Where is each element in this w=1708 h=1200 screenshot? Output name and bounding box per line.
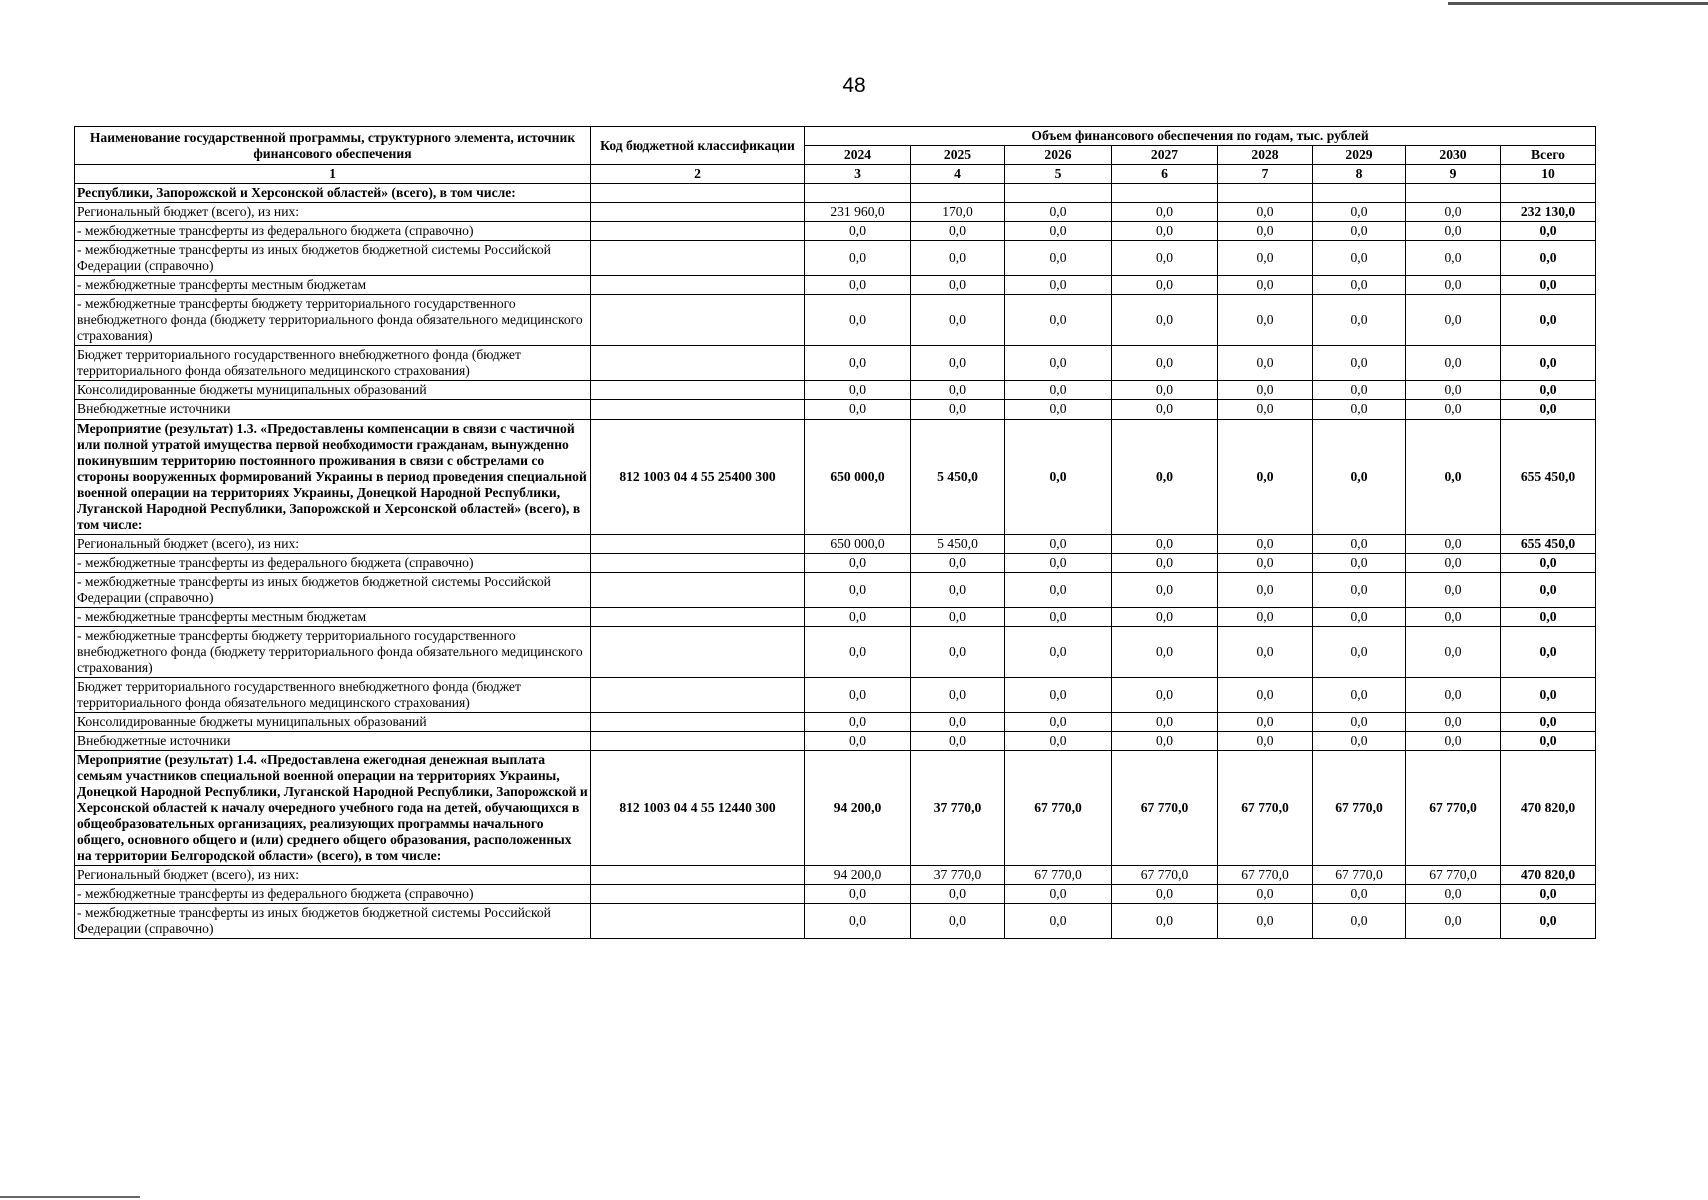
row-year-value: 0,0 (911, 295, 1005, 346)
row-year-value: 0,0 (1313, 713, 1406, 732)
row-year-value: 67 770,0 (1406, 866, 1501, 885)
header-year: 2030 (1406, 146, 1501, 165)
row-name: - межбюджетные трансферты из иных бюджетов бюджетной системы Российской Федерации (справочно) (75, 241, 591, 276)
table-row (75, 732, 1596, 751)
header-row-column-numbers (75, 165, 1596, 184)
row-year-value: 67 770,0 (1218, 866, 1313, 885)
financing-table (74, 126, 1596, 939)
row-year-value: 0,0 (1313, 732, 1406, 751)
column-number: 1 (75, 165, 591, 184)
row-name: - межбюджетные трансферты из федерального бюджета (справочно) (75, 885, 591, 904)
row-name: - межбюджетные трансферты из федерального бюджета (справочно) (75, 553, 591, 572)
row-budget-code (591, 381, 805, 400)
row-year-value: 0,0 (805, 295, 911, 346)
row-total-value: 470 820,0 (1501, 866, 1596, 885)
row-year-value: 0,0 (1406, 346, 1501, 381)
table-row (75, 572, 1596, 607)
row-budget-code: 812 1003 04 4 55 25400 300 (591, 419, 805, 534)
row-year-value: 0,0 (1406, 904, 1501, 939)
row-budget-code: 812 1003 04 4 55 12440 300 (591, 751, 805, 866)
row-year-value: 0,0 (1112, 241, 1218, 276)
row-name: Консолидированные бюджеты муниципальных образований (75, 713, 591, 732)
row-total-value: 0,0 (1501, 572, 1596, 607)
row-year-value: 0,0 (1406, 534, 1501, 553)
row-year-value: 170,0 (911, 203, 1005, 222)
row-year-value: 67 770,0 (1112, 866, 1218, 885)
header-year: 2026 (1005, 146, 1112, 165)
row-year-value: 0,0 (1313, 203, 1406, 222)
row-total-value: 0,0 (1501, 553, 1596, 572)
header-code-col: Код бюджетной классификации (591, 127, 805, 165)
table-row (75, 222, 1596, 241)
row-year-value: 0,0 (911, 713, 1005, 732)
row-total-value: 0,0 (1501, 381, 1596, 400)
row-year-value: 0,0 (805, 904, 911, 939)
row-year-value: 0,0 (1313, 276, 1406, 295)
row-total-value: 0,0 (1501, 732, 1596, 751)
header-year: 2024 (805, 146, 911, 165)
row-year-value: 0,0 (1313, 222, 1406, 241)
row-budget-code (591, 553, 805, 572)
column-number: 5 (1005, 165, 1112, 184)
row-year-value: 67 770,0 (1218, 751, 1313, 866)
row-total-value: 0,0 (1501, 346, 1596, 381)
row-year-value: 0,0 (805, 222, 911, 241)
top-edge-rule (1448, 2, 1708, 5)
row-year-value (1218, 184, 1313, 203)
row-year-value: 0,0 (1218, 241, 1313, 276)
column-number: 3 (805, 165, 911, 184)
row-year-value: 0,0 (1406, 885, 1501, 904)
column-number: 4 (911, 165, 1005, 184)
table-row (75, 677, 1596, 712)
row-total-value: 0,0 (1501, 295, 1596, 346)
row-budget-code (591, 203, 805, 222)
table-row (75, 203, 1596, 222)
row-budget-code (591, 677, 805, 712)
table-row (75, 553, 1596, 572)
header-year: 2025 (911, 146, 1005, 165)
row-year-value: 0,0 (1218, 346, 1313, 381)
row-year-value: 0,0 (1005, 885, 1112, 904)
header-total: Всего (1501, 146, 1596, 165)
row-year-value: 0,0 (1005, 626, 1112, 677)
row-name: Республики, Запорожской и Херсонской областей» (всего), в том числе: (75, 184, 591, 203)
row-year-value (1313, 184, 1406, 203)
row-year-value: 0,0 (1112, 203, 1218, 222)
row-year-value: 0,0 (1005, 400, 1112, 419)
row-year-value: 0,0 (1406, 222, 1501, 241)
row-year-value: 0,0 (1218, 885, 1313, 904)
row-total-value: 0,0 (1501, 904, 1596, 939)
row-year-value: 0,0 (1005, 276, 1112, 295)
row-year-value: 0,0 (1112, 572, 1218, 607)
row-year-value: 0,0 (805, 885, 911, 904)
row-budget-code (591, 904, 805, 939)
row-year-value: 0,0 (1218, 572, 1313, 607)
row-year-value: 0,0 (805, 276, 911, 295)
row-year-value: 5 450,0 (911, 534, 1005, 553)
table-row (75, 713, 1596, 732)
row-year-value: 0,0 (911, 572, 1005, 607)
row-year-value: 0,0 (911, 241, 1005, 276)
table-row-measure (75, 751, 1596, 866)
row-year-value: 0,0 (1005, 732, 1112, 751)
row-budget-code (591, 866, 805, 885)
row-year-value (805, 184, 911, 203)
row-year-value: 0,0 (1406, 419, 1501, 534)
row-year-value: 0,0 (1112, 732, 1218, 751)
row-year-value: 94 200,0 (805, 751, 911, 866)
row-year-value: 0,0 (1005, 346, 1112, 381)
row-total-value: 0,0 (1501, 626, 1596, 677)
row-name: - межбюджетные трансферты из федерального бюджета (справочно) (75, 222, 591, 241)
row-budget-code (591, 885, 805, 904)
row-year-value: 0,0 (1112, 400, 1218, 419)
row-total-value: 470 820,0 (1501, 751, 1596, 866)
row-name: Региональный бюджет (всего), из них: (75, 534, 591, 553)
row-year-value: 37 770,0 (911, 866, 1005, 885)
column-number: 9 (1406, 165, 1501, 184)
row-year-value: 0,0 (1112, 419, 1218, 534)
row-year-value: 0,0 (1218, 534, 1313, 553)
table-row (75, 276, 1596, 295)
row-year-value: 650 000,0 (805, 419, 911, 534)
table-row (75, 400, 1596, 419)
row-budget-code (591, 222, 805, 241)
row-year-value: 0,0 (911, 400, 1005, 419)
row-budget-code (591, 184, 805, 203)
table-row (75, 626, 1596, 677)
row-year-value: 0,0 (1313, 346, 1406, 381)
row-year-value: 0,0 (1005, 713, 1112, 732)
row-year-value: 0,0 (1313, 553, 1406, 572)
row-budget-code (591, 346, 805, 381)
row-year-value: 0,0 (1406, 276, 1501, 295)
row-year-value: 0,0 (911, 626, 1005, 677)
row-year-value: 0,0 (1313, 241, 1406, 276)
row-year-value: 0,0 (1112, 295, 1218, 346)
row-budget-code (591, 295, 805, 346)
row-year-value: 0,0 (1218, 713, 1313, 732)
row-year-value: 0,0 (805, 572, 911, 607)
row-year-value (1005, 184, 1112, 203)
row-total-value: 0,0 (1501, 276, 1596, 295)
row-year-value: 0,0 (805, 241, 911, 276)
row-year-value: 0,0 (1218, 626, 1313, 677)
row-total-value: 655 450,0 (1501, 419, 1596, 534)
row-year-value: 0,0 (911, 677, 1005, 712)
row-name: Внебюджетные источники (75, 732, 591, 751)
row-total-value: 0,0 (1501, 241, 1596, 276)
table-row (75, 241, 1596, 276)
row-year-value: 0,0 (911, 885, 1005, 904)
row-year-value: 0,0 (1313, 572, 1406, 607)
row-total-value: 0,0 (1501, 713, 1596, 732)
row-year-value (1112, 184, 1218, 203)
row-year-value: 0,0 (1406, 713, 1501, 732)
row-budget-code (591, 400, 805, 419)
row-year-value: 0,0 (1406, 677, 1501, 712)
row-year-value: 0,0 (1218, 381, 1313, 400)
row-year-value: 0,0 (1112, 553, 1218, 572)
row-year-value: 0,0 (911, 276, 1005, 295)
row-name: Бюджет территориального государственного внебюджетного фонда (бюджет территориального фонда обязательного медицинского страхования) (75, 346, 591, 381)
column-number: 7 (1218, 165, 1313, 184)
page-number: 48 (842, 74, 866, 97)
row-year-value: 0,0 (805, 677, 911, 712)
row-year-value: 0,0 (805, 400, 911, 419)
row-year-value: 0,0 (1406, 553, 1501, 572)
table-row (75, 866, 1596, 885)
row-name: Мероприятие (результат) 1.3. «Предоставлены компенсации в связи с частичной или полной утратой имущества первой необходимости гражданам, вынужденно покинувшим территорию постоянного проживания в связи с обстрелами со стороны вооруженных формирований Украины в период проведения специальной военной операции на территориях Украины, Донецкой Народной Республики, Луганской Народной Республики, Запорожской и Херсонской областей» (всего), в том числе: (75, 419, 591, 534)
row-name: Мероприятие (результат) 1.4. «Предоставлена ежегодная денежная выплата семьям участников специальной военной операции на территориях Украины, Донецкой Народной Республики, Луганской Народной Республики, Запорожской и Херсонской областей к началу очередного учебного года на детей, обучающихся в общеобразовательных организациях, реализующих программы начального общего, основного общего и (или) среднего общего образования, расположенных на территории Белгородской области» (всего), в том числе: (75, 751, 591, 866)
row-year-value: 0,0 (1005, 904, 1112, 939)
row-year-value: 0,0 (1218, 203, 1313, 222)
row-year-value: 0,0 (1112, 381, 1218, 400)
row-year-value: 231 960,0 (805, 203, 911, 222)
row-year-value: 0,0 (1406, 381, 1501, 400)
row-year-value: 0,0 (911, 381, 1005, 400)
row-name: - межбюджетные трансферты бюджету территориального государственного внебюджетного фонда (бюджету территориального фонда обязательного медицинского страхования) (75, 295, 591, 346)
row-year-value: 0,0 (1313, 885, 1406, 904)
row-total-value: 0,0 (1501, 607, 1596, 626)
table-row (75, 381, 1596, 400)
row-year-value: 37 770,0 (911, 751, 1005, 866)
column-number: 2 (591, 165, 805, 184)
table-row (75, 346, 1596, 381)
row-year-value: 0,0 (805, 713, 911, 732)
row-year-value: 67 770,0 (1005, 751, 1112, 866)
row-year-value: 0,0 (1218, 400, 1313, 419)
row-name: Бюджет территориального государственного внебюджетного фонда (бюджет территориального фонда обязательного медицинского страхования) (75, 677, 591, 712)
row-year-value: 0,0 (911, 222, 1005, 241)
row-year-value: 0,0 (1313, 419, 1406, 534)
row-total-value: 655 450,0 (1501, 534, 1596, 553)
row-name: - межбюджетные трансферты местным бюджетам (75, 276, 591, 295)
table-row (75, 295, 1596, 346)
row-year-value: 0,0 (1005, 203, 1112, 222)
bottom-edge-rule (0, 1196, 140, 1198)
row-name: - межбюджетные трансферты из иных бюджетов бюджетной системы Российской Федерации (справочно) (75, 904, 591, 939)
header-name-col: Наименование государственной программы, структурного элемента, источник финансового обеспечения (75, 127, 591, 165)
header-row-1 (75, 127, 1596, 146)
row-year-value: 0,0 (805, 607, 911, 626)
row-year-value: 0,0 (1005, 295, 1112, 346)
row-year-value: 0,0 (1406, 607, 1501, 626)
column-number: 10 (1501, 165, 1596, 184)
row-year-value: 0,0 (1112, 222, 1218, 241)
row-budget-code (591, 732, 805, 751)
row-name: - межбюджетные трансферты местным бюджетам (75, 607, 591, 626)
row-year-value: 0,0 (1218, 904, 1313, 939)
row-year-value (911, 184, 1005, 203)
row-year-value: 67 770,0 (1313, 751, 1406, 866)
row-year-value: 0,0 (1005, 222, 1112, 241)
row-year-value: 0,0 (1218, 677, 1313, 712)
row-year-value: 0,0 (1112, 346, 1218, 381)
row-year-value: 0,0 (1112, 677, 1218, 712)
row-name: Региональный бюджет (всего), из них: (75, 203, 591, 222)
row-year-value: 0,0 (1112, 534, 1218, 553)
column-number: 8 (1313, 165, 1406, 184)
row-year-value: 67 770,0 (1112, 751, 1218, 866)
row-year-value: 0,0 (1005, 381, 1112, 400)
row-year-value: 0,0 (1313, 295, 1406, 346)
row-budget-code (591, 626, 805, 677)
row-name: - межбюджетные трансферты бюджету территориального государственного внебюджетного фонда (бюджету территориального фонда обязательного медицинского страхования) (75, 626, 591, 677)
row-year-value: 0,0 (1112, 607, 1218, 626)
row-year-value: 0,0 (1005, 241, 1112, 276)
row-year-value: 0,0 (1313, 381, 1406, 400)
row-year-value: 0,0 (1218, 276, 1313, 295)
row-year-value: 0,0 (1313, 626, 1406, 677)
row-budget-code (591, 534, 805, 553)
row-name: Региональный бюджет (всего), из них: (75, 866, 591, 885)
row-year-value: 0,0 (1112, 713, 1218, 732)
row-year-value: 0,0 (911, 607, 1005, 626)
row-name: - межбюджетные трансферты из иных бюджетов бюджетной системы Российской Федерации (справочно) (75, 572, 591, 607)
row-year-value: 0,0 (1406, 732, 1501, 751)
row-budget-code (591, 607, 805, 626)
row-budget-code (591, 713, 805, 732)
row-year-value: 650 000,0 (805, 534, 911, 553)
header-year: 2029 (1313, 146, 1406, 165)
header-volume-col: Объем финансового обеспечения по годам, тыс. рублей (805, 127, 1596, 146)
row-year-value: 0,0 (1406, 400, 1501, 419)
row-year-value: 0,0 (1218, 222, 1313, 241)
row-year-value: 5 450,0 (911, 419, 1005, 534)
row-year-value: 0,0 (1313, 904, 1406, 939)
row-year-value: 0,0 (1313, 677, 1406, 712)
row-year-value: 0,0 (1406, 241, 1501, 276)
row-year-value: 67 770,0 (1005, 866, 1112, 885)
row-year-value: 0,0 (1406, 203, 1501, 222)
row-total-value: 0,0 (1501, 400, 1596, 419)
table-row-measure (75, 419, 1596, 534)
row-year-value: 0,0 (1218, 419, 1313, 534)
table-row (75, 607, 1596, 626)
row-year-value: 0,0 (1313, 534, 1406, 553)
row-year-value: 0,0 (1112, 885, 1218, 904)
row-year-value: 0,0 (1005, 534, 1112, 553)
row-name: Консолидированные бюджеты муниципальных образований (75, 381, 591, 400)
row-year-value: 0,0 (1406, 295, 1501, 346)
table-row (75, 904, 1596, 939)
header-year: 2028 (1218, 146, 1313, 165)
row-year-value: 67 770,0 (1313, 866, 1406, 885)
table-row (75, 534, 1596, 553)
row-year-value: 0,0 (1313, 607, 1406, 626)
row-year-value: 0,0 (1112, 904, 1218, 939)
row-year-value (1406, 184, 1501, 203)
row-budget-code (591, 572, 805, 607)
row-year-value: 0,0 (911, 732, 1005, 751)
row-year-value: 0,0 (1005, 607, 1112, 626)
row-budget-code (591, 241, 805, 276)
row-year-value: 0,0 (1112, 276, 1218, 295)
row-year-value: 67 770,0 (1406, 751, 1501, 866)
row-year-value: 0,0 (911, 904, 1005, 939)
row-year-value: 94 200,0 (805, 866, 911, 885)
row-year-value: 0,0 (805, 732, 911, 751)
row-total-value: 0,0 (1501, 222, 1596, 241)
row-year-value: 0,0 (1406, 626, 1501, 677)
row-total-value: 0,0 (1501, 885, 1596, 904)
table-row (75, 885, 1596, 904)
row-year-value: 0,0 (805, 381, 911, 400)
row-year-value: 0,0 (1313, 400, 1406, 419)
row-year-value: 0,0 (1112, 626, 1218, 677)
row-year-value: 0,0 (805, 553, 911, 572)
table-row-measure (75, 184, 1596, 203)
column-number: 6 (1112, 165, 1218, 184)
row-year-value: 0,0 (805, 346, 911, 381)
row-year-value: 0,0 (1005, 553, 1112, 572)
row-year-value: 0,0 (1218, 732, 1313, 751)
row-year-value: 0,0 (911, 346, 1005, 381)
row-year-value: 0,0 (1218, 607, 1313, 626)
row-year-value: 0,0 (1005, 419, 1112, 534)
row-total-value (1501, 184, 1596, 203)
row-total-value: 232 130,0 (1501, 203, 1596, 222)
header-year: 2027 (1112, 146, 1218, 165)
row-year-value: 0,0 (1406, 572, 1501, 607)
row-year-value: 0,0 (1218, 295, 1313, 346)
row-year-value: 0,0 (805, 626, 911, 677)
row-name: Внебюджетные источники (75, 400, 591, 419)
row-year-value: 0,0 (911, 553, 1005, 572)
row-year-value: 0,0 (1005, 677, 1112, 712)
row-total-value: 0,0 (1501, 677, 1596, 712)
row-year-value: 0,0 (1218, 553, 1313, 572)
row-year-value: 0,0 (1005, 572, 1112, 607)
row-budget-code (591, 276, 805, 295)
